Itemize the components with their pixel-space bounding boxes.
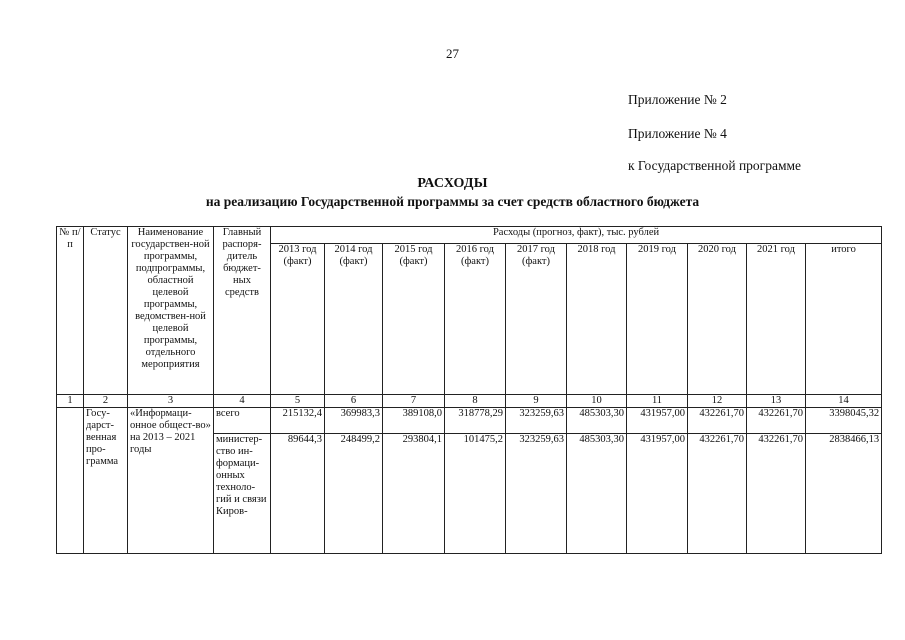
header-year: 2019 год xyxy=(627,244,688,395)
header-num: № п/п xyxy=(57,227,84,395)
header-name: Наименование государствен-ной программы, подпрограммы, областной целевой программы, ведомствен-ной целевой программы, отдельного мероприятия xyxy=(128,227,214,395)
value-cell: 432261,70 xyxy=(688,408,747,434)
value-cell: 432261,70 xyxy=(688,434,747,554)
value-cell: 318778,29 xyxy=(445,408,506,434)
header-year: 2021 год xyxy=(747,244,806,395)
column-number: 3 xyxy=(128,395,214,408)
value-cell: 323259,63 xyxy=(506,408,567,434)
column-number: 9 xyxy=(506,395,567,408)
row-num-cell xyxy=(57,408,84,554)
value-cell: 3398045,32 xyxy=(806,408,882,434)
column-number: 7 xyxy=(383,395,445,408)
value-cell: 431957,00 xyxy=(627,434,688,554)
document-title: РАСХОДЫ xyxy=(417,176,488,191)
header-year: 2018 год xyxy=(567,244,627,395)
column-number: 10 xyxy=(567,395,627,408)
value-cell: 432261,70 xyxy=(747,434,806,554)
value-cell: 431957,00 xyxy=(627,408,688,434)
admin-cell: всего xyxy=(214,408,271,434)
column-number: 12 xyxy=(688,395,747,408)
header-year: 2014 год (факт) xyxy=(325,244,383,395)
column-number: 6 xyxy=(325,395,383,408)
program-name-cell: «Информаци-онное общест-во» на 2013 – 2021 годы xyxy=(128,408,214,554)
table-row xyxy=(57,408,882,434)
header-year: 2016 год (факт) xyxy=(445,244,506,395)
value-cell: 215132,4 xyxy=(271,408,325,434)
column-number: 14 xyxy=(806,395,882,408)
appendix-line-3: к Государственной программе xyxy=(628,158,802,173)
header-year: 2015 год (факт) xyxy=(383,244,445,395)
header-year: 2017 год (факт) xyxy=(506,244,567,395)
column-number: 5 xyxy=(271,395,325,408)
column-number: 11 xyxy=(627,395,688,408)
appendix-line-1: Приложение № 2 xyxy=(628,92,727,107)
value-cell: 485303,30 xyxy=(567,408,627,434)
appendix-line-2: Приложение № 4 xyxy=(628,126,727,141)
value-cell: 89644,3 xyxy=(271,434,325,554)
value-cell: 2838466,13 xyxy=(806,434,882,554)
header-admin: Главный распоря-дитель бюджет-ных средств xyxy=(214,227,271,395)
status-cell: Госу-дарст-венная про-грамма xyxy=(84,408,128,554)
document-subtitle: на реализацию Государственной программы за счет средств областного бюджета xyxy=(205,194,700,209)
value-cell: 389108,0 xyxy=(383,408,445,434)
header-status: Статус xyxy=(84,227,128,395)
header-expenses: Расходы (прогноз, факт), тыс. рублей xyxy=(271,227,882,244)
admin-cell: министер-ство ин-формаци-онных техноло-гий и связи Киров- xyxy=(214,434,271,554)
column-numbers-row xyxy=(57,395,882,408)
value-cell: 432261,70 xyxy=(747,408,806,434)
header-row-1 xyxy=(57,227,882,244)
value-cell: 323259,63 xyxy=(506,434,567,554)
header-year: 2013 год (факт) xyxy=(271,244,325,395)
value-cell: 293804,1 xyxy=(383,434,445,554)
value-cell: 248499,2 xyxy=(325,434,383,554)
value-cell: 369983,3 xyxy=(325,408,383,434)
column-number: 2 xyxy=(84,395,128,408)
header-year: 2020 год xyxy=(688,244,747,395)
column-number: 8 xyxy=(445,395,506,408)
header-total: итого xyxy=(806,244,882,395)
expenses-table xyxy=(56,226,882,554)
column-number: 4 xyxy=(214,395,271,408)
value-cell: 101475,2 xyxy=(445,434,506,554)
column-number: 1 xyxy=(57,395,84,408)
page-number: 27 xyxy=(446,46,459,61)
column-number: 13 xyxy=(747,395,806,408)
value-cell: 485303,30 xyxy=(567,434,627,554)
